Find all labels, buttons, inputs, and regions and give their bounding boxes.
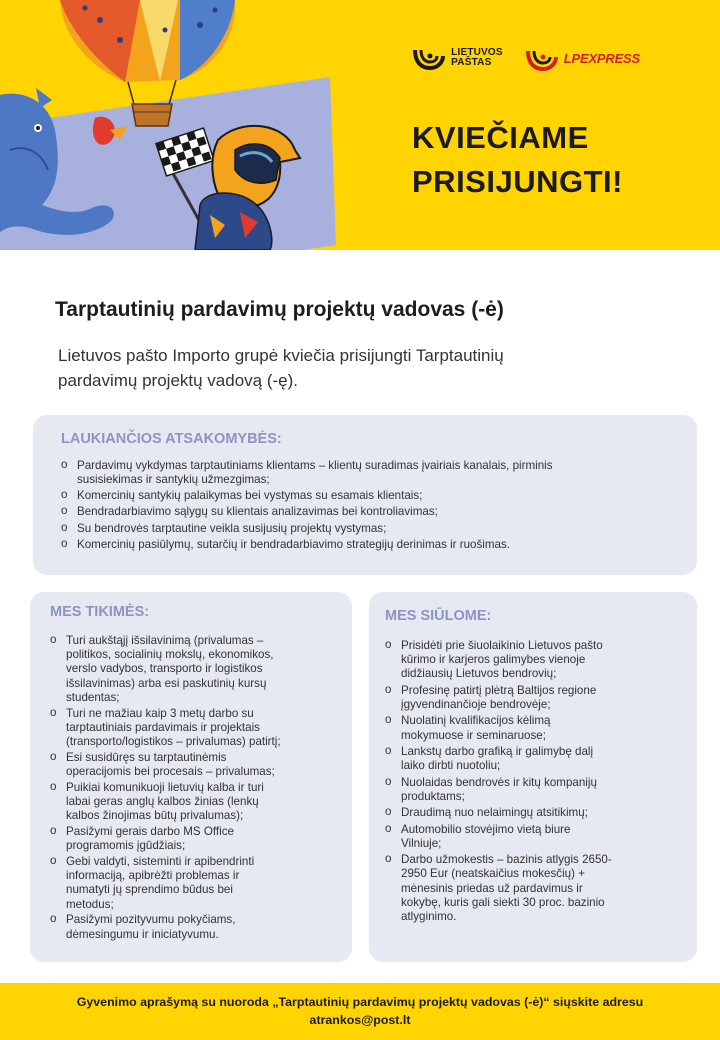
list-item-line: o Automobilio stovėjimo vietą biure	[401, 822, 571, 836]
list-item-line: kokybę, kuris gali siekti 30 proc. bazinio	[401, 895, 605, 909]
requirements-heading: MES TIKIMĖS:	[50, 604, 150, 620]
job-intro	[58, 343, 658, 393]
list-item	[61, 505, 675, 519]
list-item-line: kūrimo ir karjeros galimybes vienoje	[401, 653, 586, 667]
offer-heading: MES SIŪLOME:	[385, 608, 492, 624]
list-item-line: produktams;	[401, 789, 465, 803]
list-item-line: didžiausių Lietuvos bendrovių;	[401, 667, 557, 681]
list-item-line: atlyginimo.	[401, 909, 457, 923]
job-intro-line2: pardavimų projektų vadovą (-ę).	[58, 371, 299, 390]
list-item	[385, 745, 683, 773]
list-item	[50, 707, 338, 750]
hero-banner	[0, 0, 720, 250]
list-item-line: (transporto/logistikos – privalumas) patirtį;	[66, 735, 281, 749]
list-item-line: labai geras anglų kalbos žinias (lenkų	[66, 795, 259, 809]
list-item	[50, 913, 338, 941]
list-item-line: o Pardavimų vykdymas tarptautiniams klientams – klientų suradimas įvairiais kanalais, pirminis	[77, 459, 553, 472]
post-horn-icon	[412, 45, 446, 71]
list-item-line: įgyvendinančioje bendrovėje;	[401, 698, 551, 711]
requirements-card	[30, 592, 352, 962]
list-item-line: kalbos žinojimas būtų privalumas);	[66, 809, 244, 823]
footer-email-link[interactable]: atrankos@post.lt	[309, 1013, 411, 1027]
list-item-line: o Nuolatinį kvalifikacijos kėlimą	[401, 714, 551, 728]
list-item-line: o Lankstų darbo grafiką ir galimybę dalį	[401, 744, 594, 758]
list-item	[385, 806, 683, 820]
job-intro-line1: Lietuvos pašto Importo grupė kviečia prisijungti Tarptautinių	[58, 346, 504, 365]
responsibilities-card	[33, 415, 697, 575]
hero-headline	[412, 116, 623, 204]
list-item	[61, 489, 675, 503]
list-item-line: dėmesingumu ir iniciatyvumu.	[66, 927, 219, 941]
list-item	[50, 751, 338, 779]
list-item-line: verslo vadybos, transporto ir logistikos	[66, 662, 263, 676]
list-item-line: numatyti jų sprendimo būdus bei	[66, 883, 233, 897]
list-item	[385, 714, 683, 742]
list-item-line: išsilavinimas) arba esi paskutinių kursų	[66, 676, 267, 690]
list-item	[61, 522, 675, 536]
footer-banner	[0, 983, 720, 1040]
lp-express-swirl-icon	[525, 45, 559, 71]
hero-headline-line1: KVIEČIAME	[412, 120, 589, 155]
list-item-line: o Pasižymi pozityvumu pokyčiams,	[66, 913, 236, 927]
lietuvos-pastas-logo-line1: LIETUVOS	[451, 47, 503, 58]
list-item	[61, 459, 675, 487]
list-item-line: o Profesinę patirtį plėtrą Baltijos regione	[401, 683, 597, 697]
list-item-line: 2950 Eur (neatskaičius mokesčių) +	[401, 867, 585, 881]
list-item	[61, 538, 675, 552]
list-item-line: o Su bendrovės tarptautine veikla susijusių projektų vystymas;	[77, 521, 387, 535]
list-item-line: o Esi susidūręs su tarptautinėmis	[66, 750, 227, 764]
list-item-line: o Prisidėti prie šiuolaikinio Lietuvos pašto	[401, 639, 603, 652]
list-item-line: tarptautiniais pardavimais ir projektais	[66, 720, 260, 734]
lietuvos-pastas-logo[interactable]	[412, 45, 503, 71]
list-item-line: susisiekimas ir santykių užmezgimas;	[77, 472, 270, 486]
list-item	[385, 823, 683, 851]
list-item-line: o Draudimą nuo nelaimingų atsitikimų;	[401, 806, 588, 820]
requirements-list	[50, 634, 338, 942]
responsibilities-heading: LAUKIANČIOS ATSAKOMYBĖS:	[61, 431, 282, 447]
lp-express-logo-text: LPEXPRESS	[563, 50, 640, 66]
list-item-line: Vilniuje;	[401, 836, 442, 850]
list-item-line: politikos, socialinių mokslų, ekonomikos,	[66, 648, 274, 662]
responsibilities-list	[61, 459, 675, 552]
list-item-line: informaciją, apibrėžti problemas ir	[66, 869, 240, 883]
list-item-line: o Komercinių pasiūlymų, sutarčių ir bendradarbiavimo strategijų derinimas ir ruošimas.	[77, 537, 511, 551]
brand-logos	[412, 45, 640, 71]
list-item-line: mokymuose ir seminaruose;	[401, 728, 546, 742]
illustration-balloon-cat-racer	[0, 0, 340, 250]
list-item-line: o Turi aukštąjį išsilavinimą (privalumas –	[66, 634, 264, 647]
offer-list	[385, 639, 683, 924]
footer-instructions: Gyvenimo aprašymą su nuoroda „Tarptautinių pardavimų projektų vadovas (-ė)“ siųskite adresu	[76, 995, 644, 1009]
list-item	[385, 853, 683, 924]
list-item-line: o Bendradarbiavimo sąlygų su klientais analizavimas bei kontroliavimas;	[77, 505, 438, 519]
list-item-line: o Gebi valdyti, sisteminti ir apibendrinti	[66, 855, 255, 869]
list-item	[385, 776, 683, 804]
list-item-line: o Turi ne mažiau kaip 3 metų darbo su	[66, 706, 254, 720]
list-item-line: o Nuolaidas bendrovės ir kitų kompanijų	[401, 775, 597, 789]
list-item-line: o Komercinių santykių palaikymas bei vystymas su esamais klientais;	[77, 489, 423, 503]
list-item	[385, 684, 683, 712]
list-item	[50, 825, 338, 853]
lietuvos-pastas-logo-line2: PAŠTAS	[451, 57, 492, 68]
lp-express-logo[interactable]	[525, 45, 640, 71]
job-title: Tarptautinių pardavimų projektų vadovas (-ė)	[55, 298, 504, 321]
list-item-line: programomis įgūdžiais;	[66, 839, 186, 853]
list-item	[385, 639, 683, 682]
list-item	[50, 634, 338, 705]
list-item	[50, 781, 338, 824]
list-item-line: mėnesinis priedas už pardavimus ir	[401, 881, 583, 895]
hero-headline-line2: PRISIJUNGTI!	[412, 164, 623, 199]
list-item-line: o Pasižymi gerais darbo MS Office	[66, 825, 234, 839]
list-item-line: metodus;	[66, 897, 114, 911]
list-item-line: studentas;	[66, 690, 120, 704]
list-item	[50, 855, 338, 912]
offer-card	[369, 592, 697, 962]
list-item-line: o Puikiai komunikuoji lietuvių kalba ir turi	[66, 780, 264, 794]
list-item-line: o Darbo užmokestis – bazinis atlygis 2650-	[401, 853, 612, 867]
list-item-line: laiko dirbti nuotoliu;	[401, 759, 501, 773]
list-item-line: operacijomis bei procesais – privalumas;	[66, 765, 275, 779]
